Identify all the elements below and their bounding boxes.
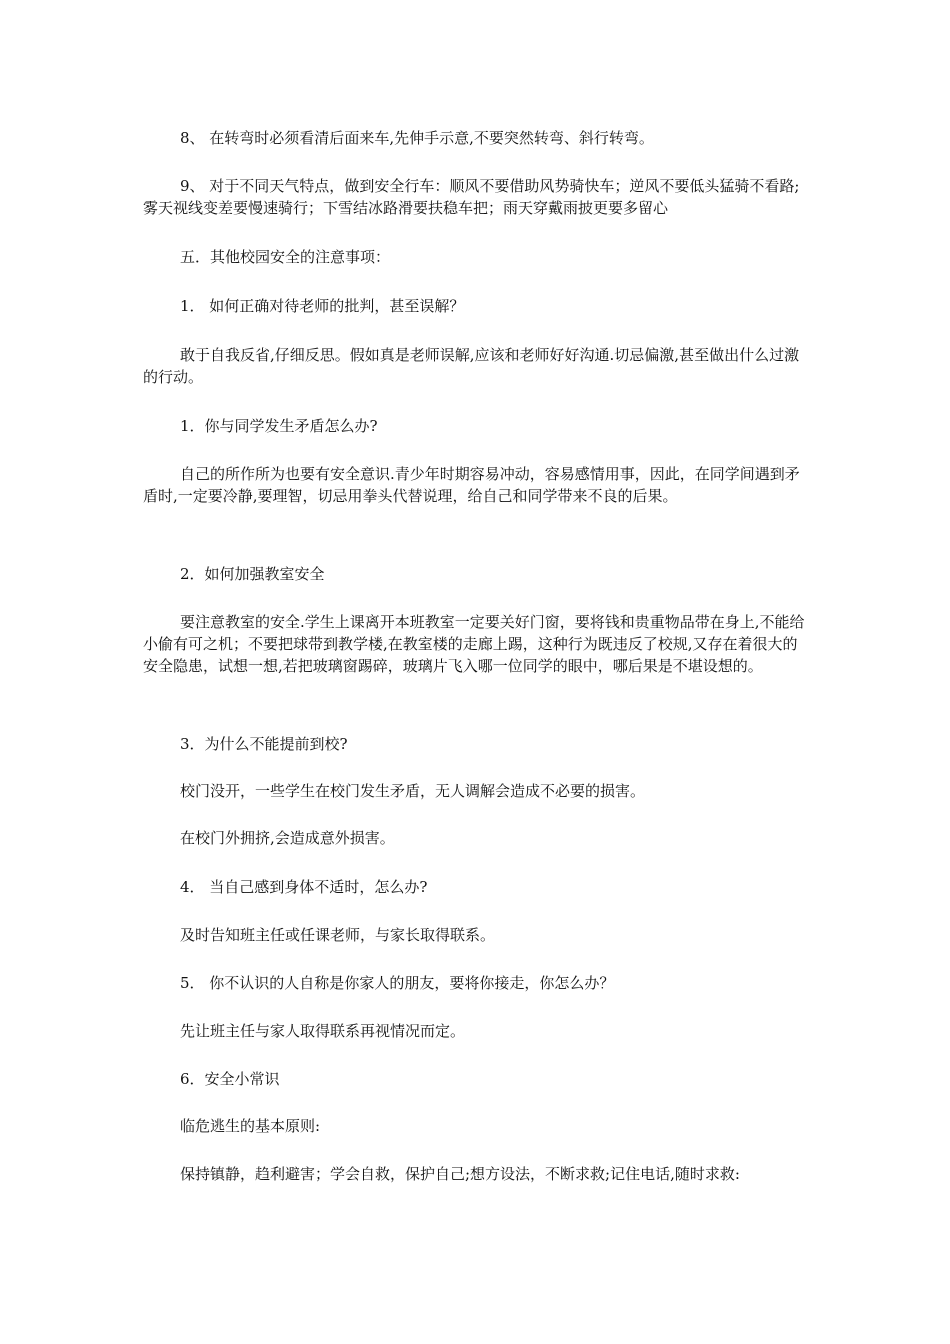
paragraph-rule-9: 9、 对于不同天气特点，做到安全行车：顺风不要借助风势骑快车；逆风不要低头猛骑不看路;雾天视线变差要慢速骑行；下雪结冰路滑要扶稳车把；雨天穿戴雨披更要多留心	[143, 177, 800, 217]
paragraph-escape-principles: 保持镇静，趋利避害；学会自救，保护自己;想方设法，不断求救;记住电话,随时求救:	[180, 1165, 740, 1183]
answer-classmate-conflict: 自己的所作所为也要有安全意识.青少年时期容易冲动，容易感情用事，因此，在同学间遇到矛盾时,一定要冷静,要理智，切忌用拳头代替说理，给自己和同学带来不良的后果。	[143, 465, 800, 505]
answer-early-arrival-2: 在校门外拥挤,会造成意外损害。	[180, 829, 395, 847]
section-heading-other-safety: 五．其他校园安全的注意事项：	[180, 248, 391, 266]
question-early-arrival: 3．为什么不能提前到校?	[180, 735, 348, 753]
answer-early-arrival-1: 校门没开，一些学生在校门发生矛盾，无人调解会造成不必要的损害。	[180, 782, 646, 800]
answer-teacher-criticism: 敢于自我反省,仔细反思。假如真是老师误解,应该和老师好好沟通.切忌偏激,甚至做出什么过激的行动。	[143, 346, 800, 386]
question-feeling-unwell: 4． 当自己感到身体不适时，怎么办?	[180, 878, 428, 896]
paragraph-rule-8: 8、 在转弯时必须看清后面来车,先伸手示意,不要突然转弯、斜行转弯。	[180, 129, 654, 147]
answer-classroom-safety: 要注意教室的安全.学生上课离开本班教室一定要关好门窗，要将钱和贵重物品带在身上,不能给小偷有可之机；不要把球带到教学楼,在教室楼的走廊上踢，这种行为既违反了校规,又存在着很大的安全隐患，试想一想,若把玻璃窗踢碎，玻璃片飞入哪一位同学的眼中，哪后果是不堪设想的。	[143, 613, 805, 675]
question-teacher-criticism: 1． 如何正确对待老师的批判，甚至误解？	[180, 297, 465, 315]
question-stranger-pickup: 5． 你不认识的人自称是你家人的朋友，要将你接走，你怎么办？	[180, 974, 615, 992]
question-classroom-safety: 2．如何加强教室安全	[180, 565, 325, 583]
answer-stranger-pickup: 先让班主任与家人取得联系再视情况而定。	[180, 1022, 466, 1040]
heading-escape-principles: 临危逃生的基本原则:	[180, 1117, 321, 1135]
answer-feeling-unwell: 及时告知班主任或任课老师，与家长取得联系。	[180, 926, 496, 944]
question-classmate-conflict: 1．你与同学发生矛盾怎么办?	[180, 417, 378, 435]
heading-safety-tips: 6．安全小常识	[180, 1070, 280, 1088]
